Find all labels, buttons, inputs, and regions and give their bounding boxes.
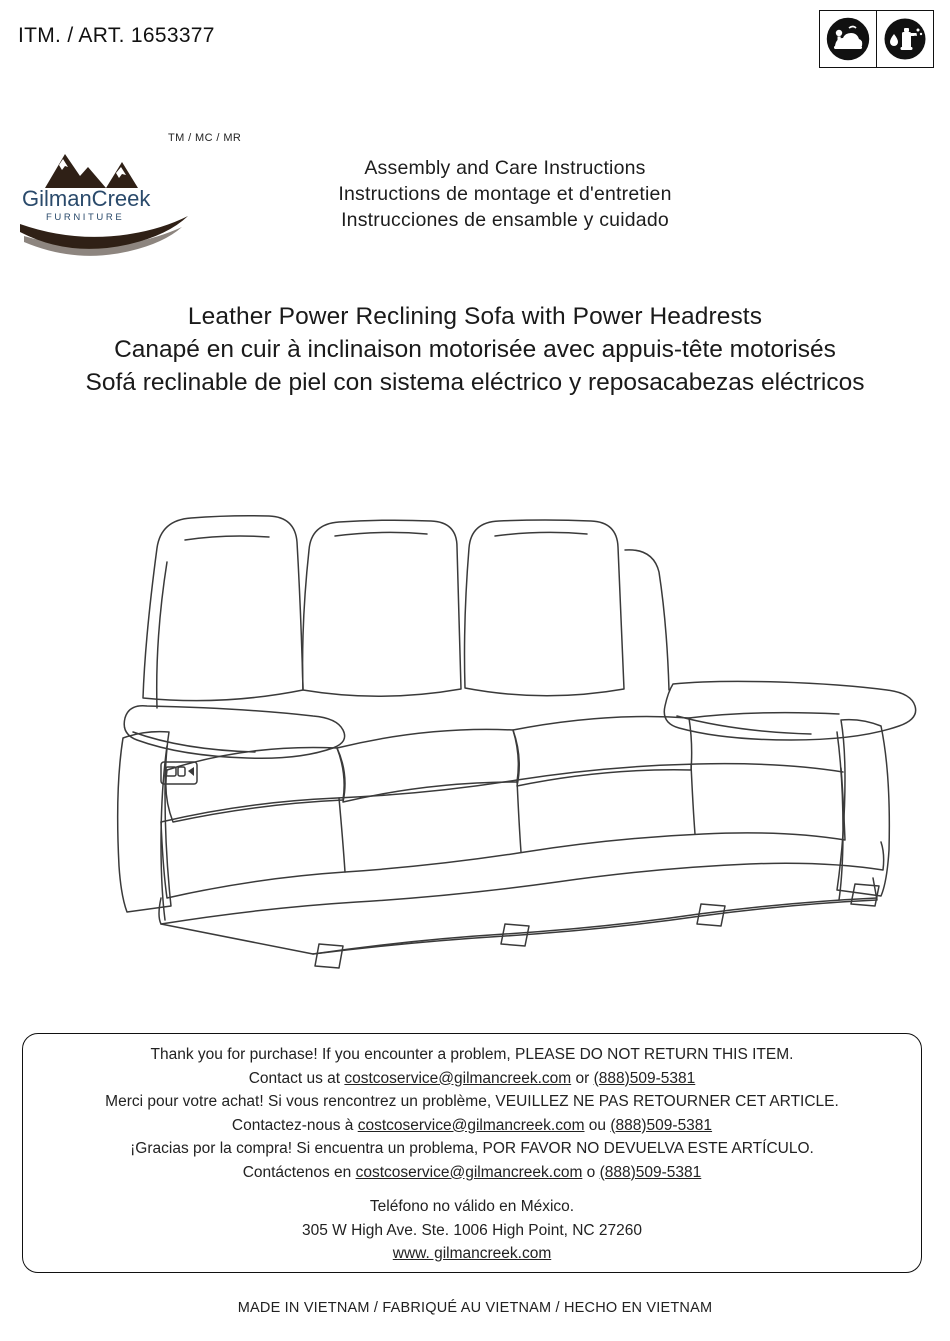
support-phone-number-es[interactable]: (888)509-5381 — [599, 1163, 702, 1181]
phone-note: Teléfono no válido en México. — [369, 1198, 575, 1215]
contact-fr-line2 — [23, 1114, 921, 1138]
contact-es-line2 — [23, 1161, 921, 1185]
support-email-link[interactable]: costcoservice@gilmancreek.com — [344, 1069, 572, 1087]
contact-en-line1: Thank you for purchase! If you encounter a problem, PLEASE DO NOT RETURN THIS ITEM. — [150, 1046, 794, 1063]
contact-fr-mid: ou — [584, 1116, 611, 1134]
website-link[interactable]: www. gilmancreek.com — [392, 1245, 552, 1262]
svg-text:GilmanCreek: GilmanCreek — [22, 186, 151, 211]
product-title-spanish: Sofá reclinable de piel con sistema eléctrico y reposacabezas eléctricos — [85, 369, 865, 396]
spacer — [23, 1184, 921, 1195]
water-based-cleaner-icon — [876, 11, 933, 67]
sofa-illustration — [35, 470, 925, 970]
contact-fr-line1: Merci pour votre achat! Si vous rencontrez un problème, VEUILLEZ NE PAS RETOURNER CET ARTICLE. — [105, 1093, 839, 1110]
contact-es-mid: o — [582, 1163, 600, 1181]
product-title-english: Leather Power Reclining Sofa with Power Headrests — [187, 303, 763, 330]
heading-english: Assembly and Care Instructions — [364, 157, 646, 179]
contact-es-prefix: Contáctenos en — [242, 1163, 356, 1181]
product-title-block — [0, 300, 950, 399]
contact-en-prefix: Contact us at — [248, 1069, 345, 1087]
item-number: ITM. / ART. 1653377 — [18, 24, 215, 47]
made-in-footer: MADE IN VIETNAM / FABRIQUÉ AU VIETNAM / HECHO EN VIETNAM — [237, 1300, 713, 1316]
support-email-link-fr[interactable]: costcoservice@gilmancreek.com — [357, 1116, 585, 1134]
no-dry-clean-icon — [820, 11, 876, 67]
contact-box — [22, 1033, 922, 1273]
heading-french: Instructions de montage et d'entretien — [338, 183, 672, 205]
care-icon-box — [819, 10, 934, 68]
trademark-line: TM / MC / MR — [168, 132, 242, 144]
contact-en-mid: or — [571, 1069, 594, 1087]
contact-en-line2 — [23, 1067, 921, 1091]
heading-spanish: Instrucciones de ensamble y cuidado — [341, 209, 669, 231]
support-email-link-es[interactable]: costcoservice@gilmancreek.com — [355, 1163, 583, 1181]
svg-text:FURNITURE: FURNITURE — [46, 212, 125, 223]
contact-es-line1: ¡Gracias por la compra! Si encuentra un problema, POR FAVOR NO DEVUELVA ESTE ARTÍCULO. — [130, 1140, 814, 1157]
company-address: 305 W High Ave. Ste. 1006 High Point, NC 27260 — [301, 1221, 643, 1239]
contact-fr-prefix: Contactez-nous à — [231, 1116, 358, 1134]
instructions-heading — [0, 155, 950, 233]
product-title-french: Canapé en cuir à inclinaison motorisée avec appuis-tête motorisés — [114, 336, 836, 363]
support-phone-number-fr[interactable]: (888)509-5381 — [610, 1116, 713, 1134]
support-phone-number[interactable]: (888)509-5381 — [593, 1069, 696, 1087]
